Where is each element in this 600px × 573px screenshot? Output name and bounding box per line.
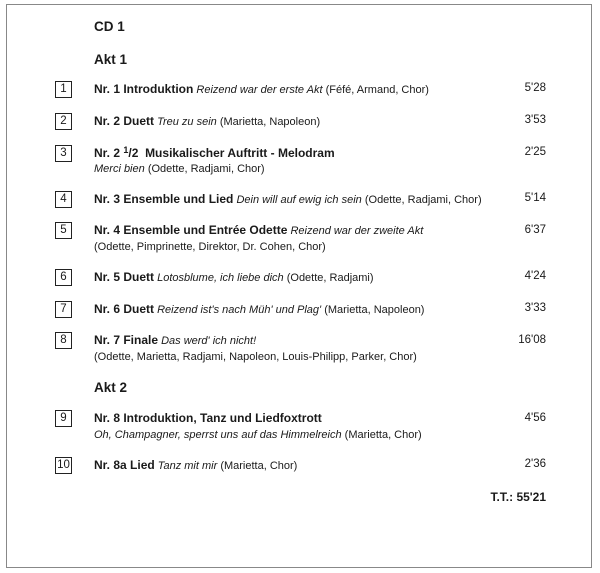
track-line — [94, 458, 297, 472]
track-cast: (Marietta, Napoleon) — [219, 116, 321, 128]
track-number: 4 — [55, 191, 72, 208]
track-title: Nr. 2 Duett — [94, 114, 155, 128]
track-line — [94, 82, 429, 96]
track-cast: (Odette, Radjami, Chor) — [147, 163, 265, 175]
track-duration: 4'24 — [524, 270, 546, 282]
track-title: Nr. 3 Ensemble und Lied — [94, 192, 234, 206]
track-title — [94, 146, 335, 160]
act-1-heading: Akt 1 — [94, 52, 128, 67]
track-line — [94, 145, 335, 160]
track-work: Reizend war der zweite Akt — [290, 225, 424, 237]
track-cast: (Marietta, Chor) — [344, 429, 422, 441]
track-cast: (Marietta, Napoleon) — [324, 304, 425, 316]
track-cast: (Odette, Radjami, Chor) — [364, 194, 482, 206]
track-title: Nr. 6 Duett — [94, 302, 155, 316]
track-line-2 — [94, 351, 417, 363]
cd-heading: CD 1 — [94, 19, 125, 34]
track-duration: 6'37 — [524, 224, 546, 236]
track-number: 5 — [55, 222, 72, 239]
track-line — [94, 333, 256, 347]
fraction-denominator: /2 — [128, 146, 139, 160]
track-line — [94, 302, 424, 316]
fraction-numerator: 1 — [123, 145, 129, 155]
track-number: 10 — [55, 457, 72, 474]
track-duration: 2'25 — [524, 146, 546, 158]
track-title: Nr. 1 Introduktion — [94, 82, 194, 96]
track-work: Reizend ist's nach Müh' und Plag' — [157, 304, 322, 316]
track-work: Treu zu sein — [157, 116, 217, 128]
track-title: Nr. 5 Duett — [94, 270, 155, 284]
track-work: Oh, Champagner, sperrst uns auf das Himmelreich — [94, 429, 342, 441]
track-duration: 16'08 — [518, 334, 546, 346]
track-work: Reizend war der erste Akt — [196, 84, 323, 96]
track-cast: (Odette, Marietta, Radjami, Napoleon, Louis-Philipp, Parker, Chor) — [94, 351, 417, 363]
track-number: 9 — [55, 410, 72, 427]
track-work: Dein will auf ewig ich sein — [236, 194, 362, 206]
track-cast: (Odette, Radjami) — [286, 272, 374, 284]
track-cast: (Marietta, Chor) — [220, 460, 298, 472]
track-line — [94, 192, 482, 206]
track-duration: 2'36 — [524, 458, 546, 470]
act-2-heading: Akt 2 — [94, 380, 128, 395]
track-number: 8 — [55, 332, 72, 349]
track-line-2 — [94, 241, 326, 253]
track-work: Merci bien — [94, 163, 145, 175]
track-work: Das werd' ich nicht! — [161, 335, 257, 347]
track-duration: 5'14 — [524, 192, 546, 204]
track-line — [94, 270, 374, 284]
track-title: Nr. 4 Ensemble und Entrée Odette — [94, 223, 288, 237]
track-number: 3 — [55, 145, 72, 162]
track-number: 7 — [55, 301, 72, 318]
track-duration: 5'28 — [524, 82, 546, 94]
track-cast: (Féfé, Armand, Chor) — [325, 84, 429, 96]
track-line-2 — [94, 429, 422, 441]
track-title: Nr. 8 Introduktion, Tanz und Liedfoxtrott — [94, 411, 322, 425]
track-duration: 3'53 — [524, 114, 546, 126]
track-number: 6 — [55, 269, 72, 286]
track-work: Lotosblume, ich liebe dich — [157, 272, 284, 284]
track-duration: 3'33 — [524, 302, 546, 314]
total-time: T.T.: 55'21 — [490, 490, 546, 504]
track-duration: 4'56 — [524, 412, 546, 424]
track-line — [94, 114, 320, 128]
track-number: 2 — [55, 113, 72, 130]
track-title-part: Musikalischer Auftritt - Melodram — [145, 146, 335, 160]
track-work: Tanz mit mir — [157, 460, 218, 472]
track-line — [94, 411, 322, 425]
track-number: 1 — [55, 81, 72, 98]
track-line-2 — [94, 163, 265, 175]
track-cast: (Odette, Pimprinette, Direktor, Dr. Cohen, Chor) — [94, 241, 326, 253]
track-line — [94, 223, 423, 237]
track-title: Nr. 8a Lied — [94, 458, 155, 472]
track-title-part: Nr. 2 — [94, 146, 121, 160]
track-title: Nr. 7 Finale — [94, 333, 159, 347]
